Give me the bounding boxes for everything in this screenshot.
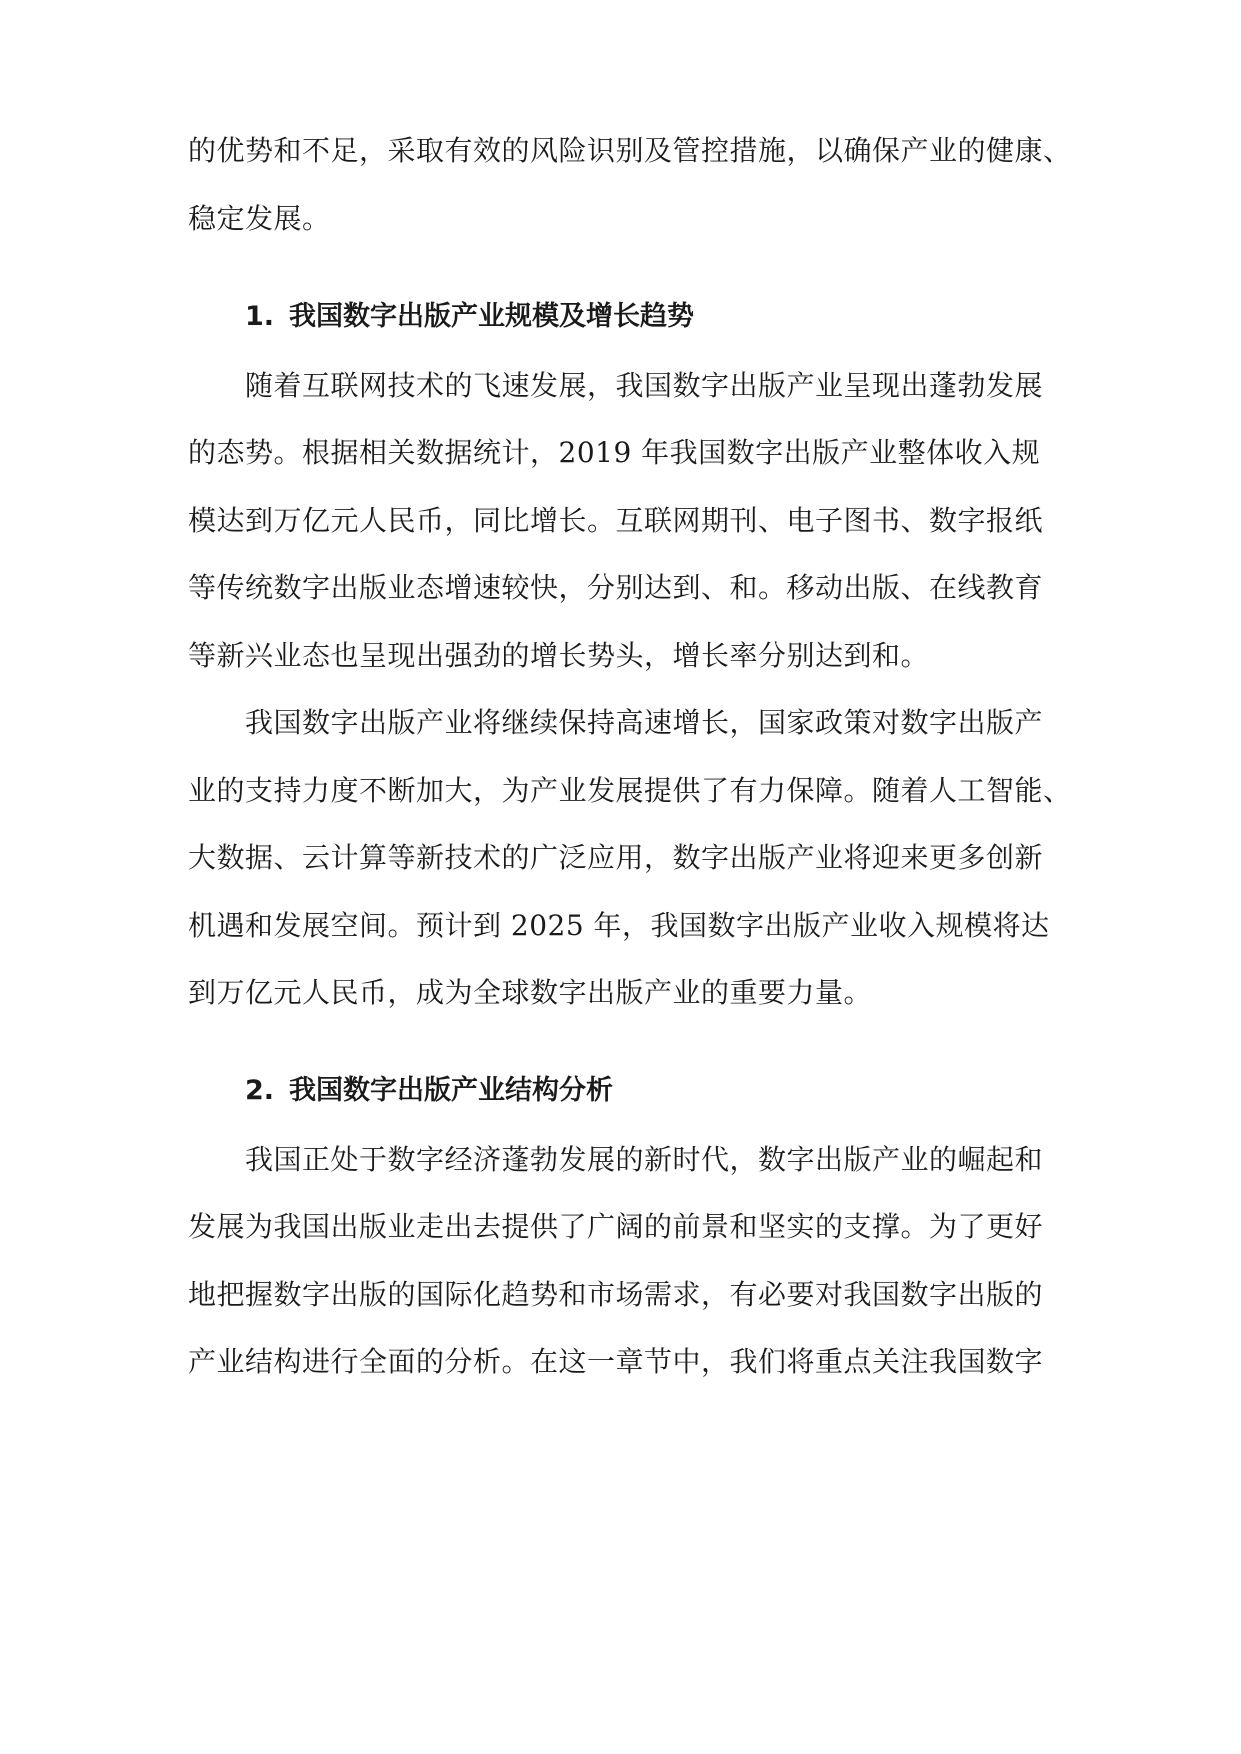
body-text-line: 模达到万亿元人民币，同比增长。互联网期刊、电子图书、数字报纸 [188, 504, 1044, 537]
section-number: 2. [245, 1075, 275, 1106]
body-text-line: 机遇和发展空间。预计到 2025 年，我国数字出版产业收入规模将达 [188, 909, 1050, 942]
body-text-line: 稳定发展。 [188, 202, 331, 235]
section-heading-1 [245, 297, 694, 337]
body-text-line: 业的支持力度不断加大，为产业发展提供了有力保障。随着人工智能、 [188, 774, 1072, 807]
body-text-line: 地把握数字出版的国际化趋势和市场需求，有必要对我国数字出版的 [188, 1278, 1044, 1311]
body-text-line: 到万亿元人民币，成为全球数字出版产业的重要力量。 [188, 976, 873, 1009]
section-title: 我国数字出版产业规模及增长趋势 [289, 301, 694, 332]
section-heading-2 [245, 1071, 613, 1111]
body-text-line: 产业结构进行全面的分析。在这一章节中，我们将重点关注我国数字 [188, 1345, 1044, 1378]
body-text-line: 等传统数字出版业态增速较快，分别达到、和。移动出版、在线教育 [188, 571, 1044, 604]
body-text-line: 等新兴业态也呈现出强劲的增长势头，增长率分别达到和。 [188, 639, 930, 672]
body-text-line: 随着互联网技术的飞速发展，我国数字出版产业呈现出蓬勃发展 [245, 369, 1044, 402]
section-number: 1. [245, 301, 275, 332]
body-text-line: 的优势和不足，采取有效的风险识别及管控措施，以确保产业的健康、 [188, 134, 1072, 167]
body-text-line: 我国数字出版产业将继续保持高速增长，国家政策对数字出版产 [245, 706, 1044, 739]
body-text-line: 发展为我国出版业走出去提供了广阔的前景和坚实的支撑。为了更好 [188, 1210, 1044, 1243]
section-title: 我国数字出版产业结构分析 [289, 1075, 613, 1106]
body-text-line: 的态势。根据相关数据统计，2019 年我国数字出版产业整体收入规 [188, 436, 1041, 469]
body-text-line: 大数据、云计算等新技术的广泛应用，数字出版产业将迎来更多创新 [188, 841, 1044, 874]
body-text-line: 我国正处于数字经济蓬勃发展的新时代，数字出版产业的崛起和 [245, 1143, 1044, 1176]
